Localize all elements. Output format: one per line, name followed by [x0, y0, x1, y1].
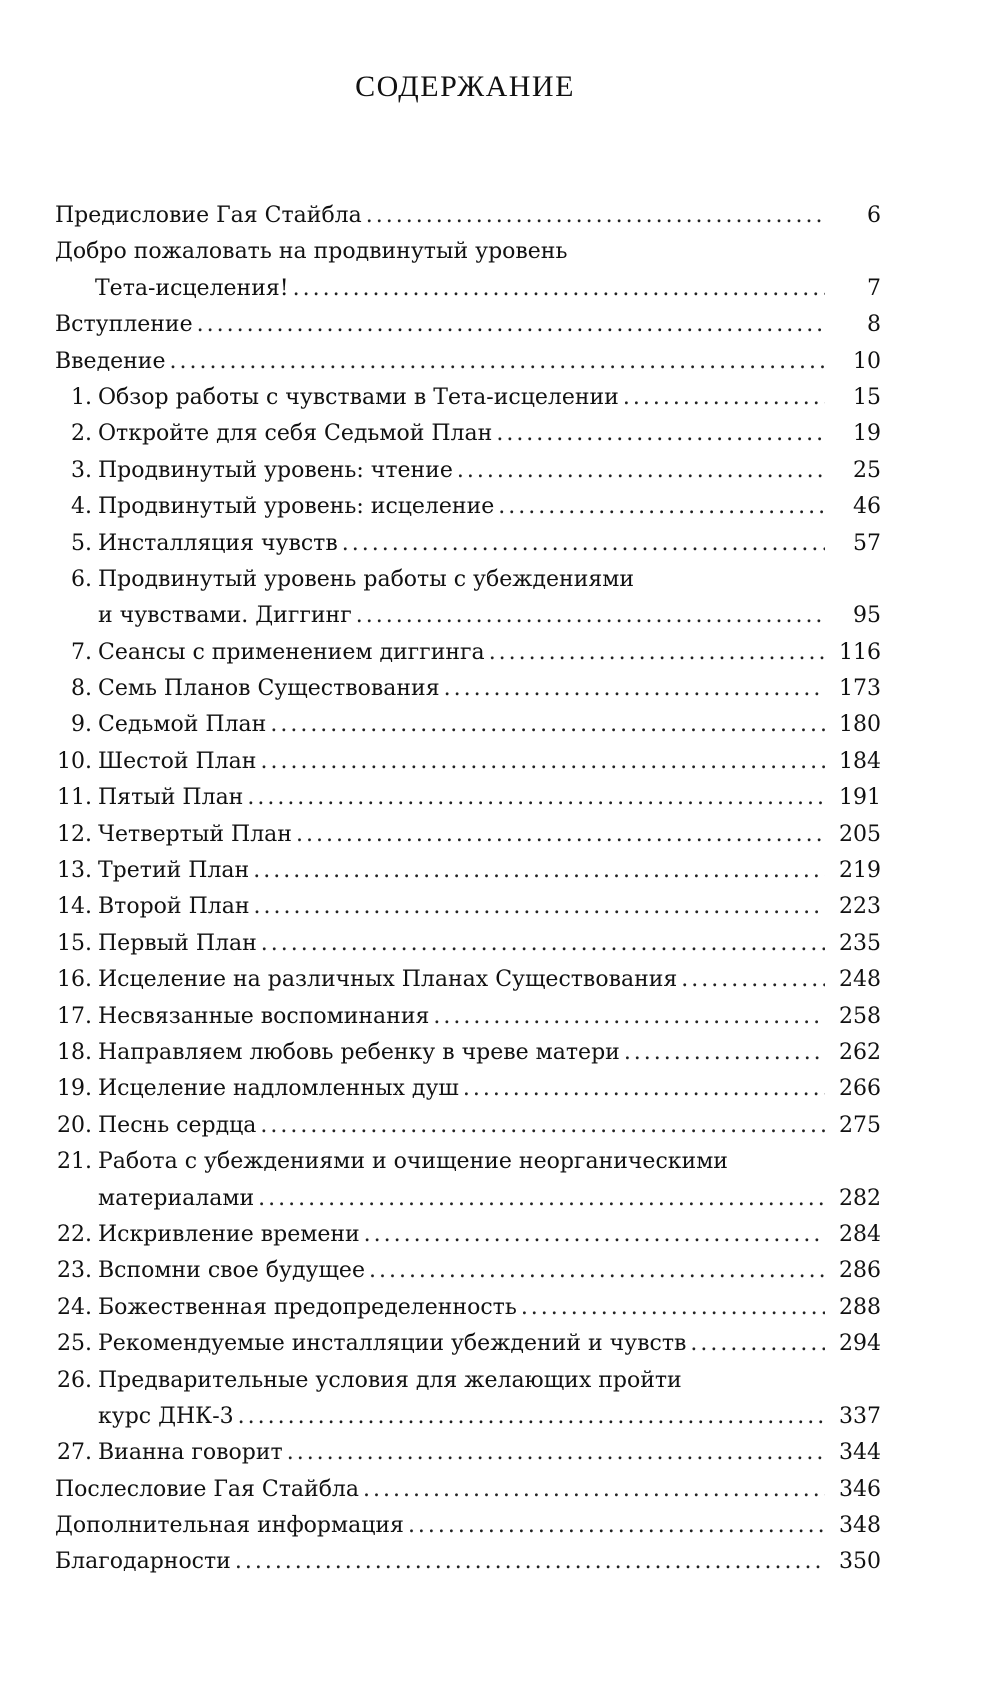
toc-entry — [55, 1326, 881, 1362]
toc-page-number: 19 — [853, 421, 881, 447]
dot-leader — [247, 780, 825, 816]
dot-leader — [366, 198, 825, 234]
dot-leader — [408, 1508, 825, 1544]
toc-entry-title: Добро пожаловать на продвинутый уровень — [55, 239, 568, 265]
dot-leader — [261, 926, 825, 962]
toc-page-number: 262 — [839, 1039, 881, 1065]
toc-line — [55, 1108, 881, 1144]
toc-entry — [55, 853, 881, 889]
toc-line — [55, 1071, 881, 1107]
toc-chapter-number: 22. — [57, 1221, 92, 1247]
toc-chapter-number: 1. — [71, 384, 92, 410]
toc-entry-title: Божественная предопределенность — [98, 1294, 517, 1320]
toc-chapter-number: 14. — [57, 894, 92, 920]
dot-leader — [498, 489, 825, 525]
toc-entry-title: Введение — [55, 348, 166, 374]
toc-page-number: 346 — [839, 1476, 881, 1502]
toc-line — [55, 1399, 881, 1435]
toc-line — [55, 1181, 881, 1217]
toc-entry-title: Предисловие Гая Стайбла — [55, 203, 362, 228]
toc-chapter-number: 17. — [57, 1003, 92, 1029]
toc-line — [55, 271, 881, 307]
toc-entry-title: Обзор работы с чувствами в Тета-исцелении — [98, 384, 619, 410]
toc-entry — [55, 416, 881, 452]
dot-leader — [369, 1253, 825, 1289]
toc-chapter-number: 20. — [57, 1112, 92, 1138]
toc-entry-title: Продвинутый уровень: чтение — [98, 457, 453, 483]
toc-entry — [55, 1071, 881, 1107]
toc-line — [55, 889, 881, 925]
toc-entry — [55, 307, 881, 343]
toc-entry-title: Дополнительная информация — [55, 1513, 404, 1539]
toc-chapter-number: 21. — [57, 1149, 92, 1175]
toc-entry — [55, 999, 881, 1035]
toc-entry — [55, 1144, 881, 1217]
toc-entry — [55, 526, 881, 562]
toc-line — [55, 1035, 881, 1071]
toc-line — [55, 234, 881, 270]
toc-entry-title: Работа с убеждениями и очищение неорганическими — [98, 1149, 728, 1175]
dot-leader — [463, 1071, 825, 1107]
toc-line — [55, 307, 881, 343]
toc-line — [55, 1144, 881, 1180]
toc-line — [55, 344, 881, 380]
toc-entry — [55, 780, 881, 816]
toc-line — [55, 1253, 881, 1289]
toc-line — [55, 1472, 881, 1508]
toc-page-number: 7 — [867, 275, 881, 301]
dot-leader — [444, 671, 825, 707]
toc-entry — [55, 744, 881, 780]
toc-page-number: 191 — [839, 785, 881, 811]
toc-line — [55, 1290, 881, 1326]
toc-line — [55, 635, 881, 671]
toc-page-number: 173 — [839, 676, 881, 702]
toc-chapter-number: 13. — [57, 858, 92, 884]
toc-page-number: 286 — [839, 1258, 881, 1284]
toc-line — [55, 562, 881, 598]
toc-entry — [55, 671, 881, 707]
toc-page-number: 10 — [853, 348, 881, 374]
toc-line — [55, 1508, 881, 1544]
dot-leader — [296, 817, 825, 853]
toc-line — [55, 962, 881, 998]
toc-entry — [55, 1508, 881, 1544]
toc-entry-title: Рекомендуемые инсталляции убеждений и чувств — [98, 1331, 687, 1357]
toc-line — [55, 999, 881, 1035]
toc-entry-title: Второй План — [98, 894, 250, 920]
toc-entry-title: Пятый План — [98, 785, 244, 811]
dot-leader — [496, 416, 825, 452]
toc-entry-title: Откройте для себя Седьмой План — [98, 421, 493, 447]
toc-entry — [55, 234, 881, 307]
toc-page-number: 275 — [839, 1112, 881, 1138]
dot-leader — [169, 344, 825, 380]
toc-entry — [55, 1108, 881, 1144]
toc-entry — [55, 344, 881, 380]
toc-entry-title: Вспомни свое будущее — [98, 1258, 365, 1284]
toc-line — [55, 817, 881, 853]
toc-page-number: 235 — [839, 930, 881, 956]
toc-entry — [55, 926, 881, 962]
toc-line — [55, 489, 881, 525]
toc-page-number: 25 — [853, 457, 881, 483]
toc-line — [55, 416, 881, 452]
dot-leader — [293, 271, 825, 307]
toc-page-number: 294 — [839, 1331, 881, 1357]
toc-page-number: 344 — [839, 1440, 881, 1466]
dot-leader — [623, 380, 825, 416]
toc-page-number: 248 — [839, 967, 881, 993]
page-title: СОДЕРЖАНИЕ — [355, 70, 575, 103]
toc-chapter-number: 9. — [71, 712, 92, 738]
toc-entry-title: и чувствами. Диггинг — [98, 603, 352, 629]
toc-page-number: 8 — [867, 312, 881, 338]
toc-chapter-number: 23. — [57, 1258, 92, 1284]
toc-page-number: 57 — [853, 530, 881, 556]
dot-leader — [681, 962, 825, 998]
toc-page-number: 116 — [839, 639, 881, 665]
toc-line — [55, 926, 881, 962]
dot-leader — [363, 1472, 825, 1508]
toc-entry-title: Вианна говорит — [98, 1440, 283, 1466]
toc-chapter-number: 2. — [71, 421, 92, 447]
toc-entry-title: Третий План — [98, 858, 250, 884]
dot-leader — [356, 598, 825, 634]
toc-entry-title: Благодарности — [55, 1549, 231, 1575]
toc-page-number: 219 — [839, 858, 881, 884]
toc-chapter-number: 19. — [57, 1076, 92, 1102]
toc-page-number: 180 — [839, 712, 881, 738]
dot-leader — [235, 1544, 825, 1580]
toc-entry — [55, 1290, 881, 1326]
toc-line — [55, 453, 881, 489]
toc-chapter-number: 12. — [57, 821, 92, 847]
toc-entry — [55, 1544, 881, 1580]
dot-leader — [270, 707, 825, 743]
dot-leader — [364, 1217, 825, 1253]
toc-entry-title: Искривление времени — [98, 1221, 360, 1247]
toc-page-number: 350 — [839, 1549, 881, 1575]
toc-line — [55, 780, 881, 816]
dot-leader — [260, 1108, 825, 1144]
toc-page-number: 282 — [839, 1185, 881, 1211]
toc-entry-title: Семь Планов Существования — [98, 676, 440, 702]
toc-entry-title: Предварительные условия для желающих пройти — [98, 1367, 682, 1393]
toc-entry-title: Направляем любовь ребенку в чреве матери — [98, 1039, 620, 1065]
toc-page-number: 6 — [867, 203, 881, 228]
toc-chapter-number: 5. — [71, 530, 92, 556]
toc-entry-title: Послесловие Гая Стайбла — [55, 1476, 360, 1502]
toc-entry-title: Вступление — [55, 312, 193, 338]
dot-leader — [624, 1035, 825, 1071]
toc-line — [55, 380, 881, 416]
toc-line — [55, 853, 881, 889]
toc-entry-title: Несвязанные воспоминания — [98, 1003, 430, 1029]
toc-entry — [55, 489, 881, 525]
toc-chapter-number: 4. — [71, 494, 92, 520]
toc-chapter-number: 24. — [57, 1294, 92, 1320]
dot-leader — [253, 853, 825, 889]
dot-leader — [287, 1435, 825, 1471]
toc-line — [55, 1326, 881, 1362]
toc-line — [55, 598, 881, 634]
table-of-contents — [55, 198, 881, 1581]
dot-leader — [238, 1399, 825, 1435]
toc-page-number: 337 — [839, 1403, 881, 1429]
toc-entry-title: Сеансы с применением диггинга — [98, 639, 485, 665]
toc-entry-title: Исцеление на различных Планах Существования — [98, 967, 678, 993]
toc-chapter-number: 7. — [71, 639, 92, 665]
toc-line — [55, 1435, 881, 1471]
toc-chapter-number: 6. — [71, 566, 92, 592]
toc-entry-title: Тета-исцеления! — [95, 275, 289, 301]
dot-leader — [433, 999, 825, 1035]
toc-line — [55, 1217, 881, 1253]
dot-leader — [690, 1326, 825, 1362]
toc-entry — [55, 817, 881, 853]
toc-page-number: 205 — [839, 821, 881, 847]
toc-chapter-number: 27. — [57, 1440, 92, 1466]
toc-entry — [55, 707, 881, 743]
dot-leader — [197, 307, 825, 343]
toc-entry-title: Шестой План — [98, 748, 257, 774]
toc-chapter-number: 25. — [57, 1331, 92, 1357]
toc-page-number: 266 — [839, 1076, 881, 1102]
toc-line — [55, 744, 881, 780]
toc-chapter-number: 3. — [71, 457, 92, 483]
toc-entry-title: Седьмой План — [98, 712, 267, 738]
toc-chapter-number: 15. — [57, 930, 92, 956]
toc-entry-title: Продвинутый уровень: исцеление — [98, 494, 495, 520]
toc-page-number: 15 — [853, 384, 881, 410]
dot-leader — [254, 889, 825, 925]
toc-entry — [55, 962, 881, 998]
dot-leader — [260, 744, 825, 780]
dot-leader — [521, 1290, 825, 1326]
toc-page-number: 258 — [839, 1003, 881, 1029]
toc-line — [55, 1544, 881, 1580]
dot-leader — [258, 1181, 825, 1217]
toc-entry-title: Песнь сердца — [98, 1112, 257, 1138]
toc-entry-title: Продвинутый уровень работы с убеждениями — [98, 566, 635, 592]
toc-entry — [55, 1217, 881, 1253]
toc-entry — [55, 380, 881, 416]
toc-entry-title: Исцеление надломленных душ — [98, 1076, 459, 1102]
toc-chapter-number: 8. — [71, 676, 92, 702]
toc-line — [55, 671, 881, 707]
toc-line — [55, 1363, 881, 1399]
toc-entry — [55, 562, 881, 635]
dot-leader — [489, 635, 825, 671]
toc-entry — [55, 889, 881, 925]
toc-entry — [55, 1253, 881, 1289]
toc-line — [55, 198, 881, 234]
toc-chapter-number: 26. — [57, 1367, 92, 1393]
toc-page-number: 284 — [839, 1221, 881, 1247]
toc-entry — [55, 198, 881, 234]
dot-leader — [457, 453, 825, 489]
toc-entry — [55, 453, 881, 489]
toc-page-number: 288 — [839, 1294, 881, 1320]
toc-page-number: 46 — [853, 494, 881, 520]
toc-line — [55, 526, 881, 562]
toc-entry — [55, 1472, 881, 1508]
toc-entry — [55, 1435, 881, 1471]
toc-entry-title: Четвертый План — [98, 821, 292, 847]
toc-line — [55, 707, 881, 743]
toc-entry — [55, 1035, 881, 1071]
toc-page-number: 95 — [853, 603, 881, 629]
toc-page-number: 184 — [839, 748, 881, 774]
toc-entry — [55, 635, 881, 671]
dot-leader — [342, 526, 825, 562]
toc-chapter-number: 18. — [57, 1039, 92, 1065]
toc-entry-title: Первый План — [98, 930, 257, 956]
toc-chapter-number: 10. — [57, 748, 92, 774]
toc-page-number: 223 — [839, 894, 881, 920]
toc-entry-title: курс ДНК-3 — [98, 1403, 234, 1429]
toc-entry-title: материалами — [98, 1185, 255, 1211]
toc-entry-title: Инсталляция чувств — [98, 530, 338, 556]
toc-page-number: 348 — [839, 1513, 881, 1539]
toc-chapter-number: 16. — [57, 967, 92, 993]
toc-chapter-number: 11. — [57, 785, 92, 811]
toc-entry — [55, 1363, 881, 1436]
